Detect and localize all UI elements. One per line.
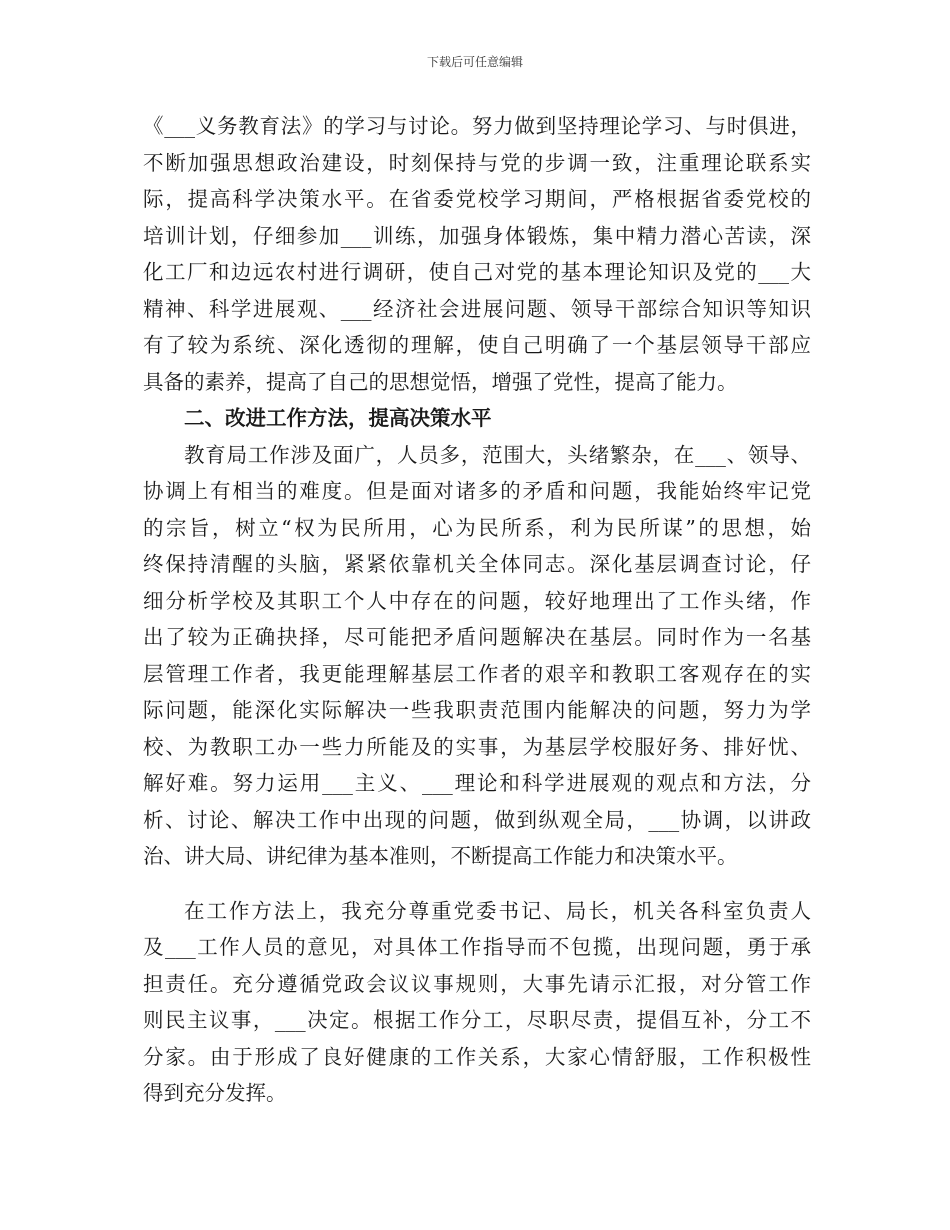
text-line: 终保持清醒的头脑，紧紧依靠机关全体同志。深化基层调查讨论，仔	[143, 552, 811, 576]
text-line: 具备的素养，提高了自己的思想觉悟，增强了党性，提高了能力。	[143, 369, 738, 394]
section-heading: 二、改进工作方法，提高决策水平	[184, 406, 492, 430]
text-line: 得到充分发挥。	[143, 1081, 287, 1105]
text-line: 析、讨论、解决工作中出现的问题，做到纵观全局，___协调，以讲政	[143, 807, 811, 832]
text-line: 解好难。努力运用___主义、___理论和科学进展观的观点和方法，分	[143, 771, 811, 795]
text-line: 际，提高科学决策水平。在省委党校学习期间，严格根据省委党校的	[143, 187, 811, 211]
text-line: 培训计划，仔细参加___训练，加强身体锻炼，集中精力潜心苦读，深	[143, 223, 811, 248]
text-line: 分家。由于形成了良好健康的工作关系，大家心情舒服，工作积极性	[143, 1044, 811, 1069]
text-line: 化工厂和边远农村进行调研，使自己对党的基本理论知识及党的___大	[143, 260, 811, 284]
text-line: 及___工作人员的意见，对具体工作指导而不包揽，出现问题，勇于承	[143, 935, 811, 959]
page-header: 下载后可任意编辑	[426, 55, 523, 69]
text-line: 不断加强思想政治建设，时刻保持与党的步调一致，注重理论联系实	[143, 150, 811, 175]
text-line: 校、为教职工办一些力所能及的实事，为基层学校服好务、排好忧、	[143, 734, 811, 759]
text-line: 的宗旨，树立“权为民所用，心为民所系，利为民所谋”的思想，始	[143, 515, 811, 540]
paragraph-gap	[143, 875, 811, 893]
text-line: 出了较为正确抉择，尽可能把矛盾问题解决在基层。同时作为一名基	[143, 625, 811, 649]
text-line: 担责任。充分遵循党政会议议事规则，大事先请示汇报，对分管工作	[143, 971, 811, 996]
text-line: 《___义务教育法》的学习与讨论。努力做到坚持理论学习、与时俱进，	[143, 114, 811, 138]
document-body	[143, 108, 811, 1112]
text-line: 在工作方法上，我充分尊重党委书记、局长，机关各科室负责人	[184, 898, 811, 923]
text-line: 精神、科学进展观、___经济社会进展问题、领导干部综合知识等知识	[143, 296, 811, 321]
text-line: 则民主议事，___决定。根据工作分工，尽职尽责，提倡互补，分工不	[143, 1008, 811, 1032]
text-line: 层管理工作者，我更能理解基层工作者的艰辛和教职工客观存在的实	[143, 661, 811, 686]
text-line: 协调上有相当的难度。但是面对诸多的矛盾和问题，我能始终牢记党	[143, 479, 811, 503]
text-line: 细分析学校及其职工个人中存在的问题，较好地理出了工作头绪，作	[143, 588, 811, 613]
text-line: 教育局工作涉及面广，人员多，范围大，头绪繁杂，在___、领导、	[184, 442, 811, 467]
text-line: 际问题，能深化实际解决一些我职责范围内能解决的问题，努力为学	[143, 698, 811, 722]
text-line: 有了较为系统、深化透彻的理解，使自己明确了一个基层领导干部应	[143, 333, 811, 357]
text-line: 治、讲大局、讲纪律为基本准则，不断提高工作能力和决策水平。	[143, 844, 738, 868]
